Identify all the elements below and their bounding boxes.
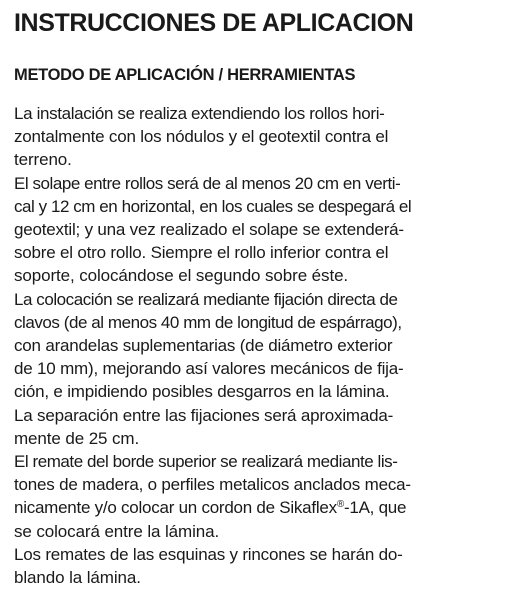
text-line-sikaflex [14, 496, 511, 519]
registered-mark: ® [336, 499, 344, 511]
text-line: soporte, colocándose el segundo sobre éste. [14, 266, 349, 286]
text-line: geotextil; y una vez realizado el solape se extenderá- [14, 220, 404, 240]
text-line: La colocación se realizará mediante fijación directa de [14, 289, 398, 309]
text-line: clavos (de al menos 40 mm de longitud de espárrago), [14, 312, 402, 332]
text-line: de 10 mm), mejorando así valores mecánicos de fija- [14, 359, 404, 379]
text-line: ción, e impidiendo posibles desgarros en la lámina. [14, 382, 390, 402]
text-line: Los remates de las esquinas y rincones se harán do- [14, 544, 403, 564]
text-line: zontalmente con los nódulos y el geotextil contra el [14, 127, 389, 147]
text-segment: -1A, que [343, 498, 407, 518]
text-line: se colocará entre la lámina. [14, 521, 220, 541]
text-line: cal y 12 cm en horizontal, en los cuales se despegará el [14, 196, 412, 216]
text-line: con arandelas suplementarias (de diámetro exterior [14, 336, 393, 356]
text-line: blando la lámina. [14, 568, 141, 588]
text-line: sobre el otro rollo. Siempre el rollo inferior contra el [14, 243, 389, 263]
page-title: INSTRUCCIONES DE APLICACION [14, 9, 414, 37]
text-line: terreno. [14, 150, 72, 170]
text-line: El remate del borde superior se realizará mediante lis- [14, 452, 398, 472]
text-line: El solape entre rollos será de al menos 20 cm en verti- [14, 173, 401, 193]
text-line: tones de madera, o perfiles metalicos anclados meca- [14, 475, 411, 495]
text-line: La instalación se realiza extendiendo los rollos hori- [14, 104, 385, 123]
text-line: mente de 25 cm. [14, 428, 140, 448]
section-subtitle: METODO DE APLICACIÓN / HERRAMIENTAS [14, 66, 356, 84]
body-text [14, 102, 511, 589]
text-segment: nicamente y/o colocar un cordon de Sikaflex [14, 498, 337, 518]
text-line: La separación entre las fijaciones será aproximada- [14, 405, 394, 425]
